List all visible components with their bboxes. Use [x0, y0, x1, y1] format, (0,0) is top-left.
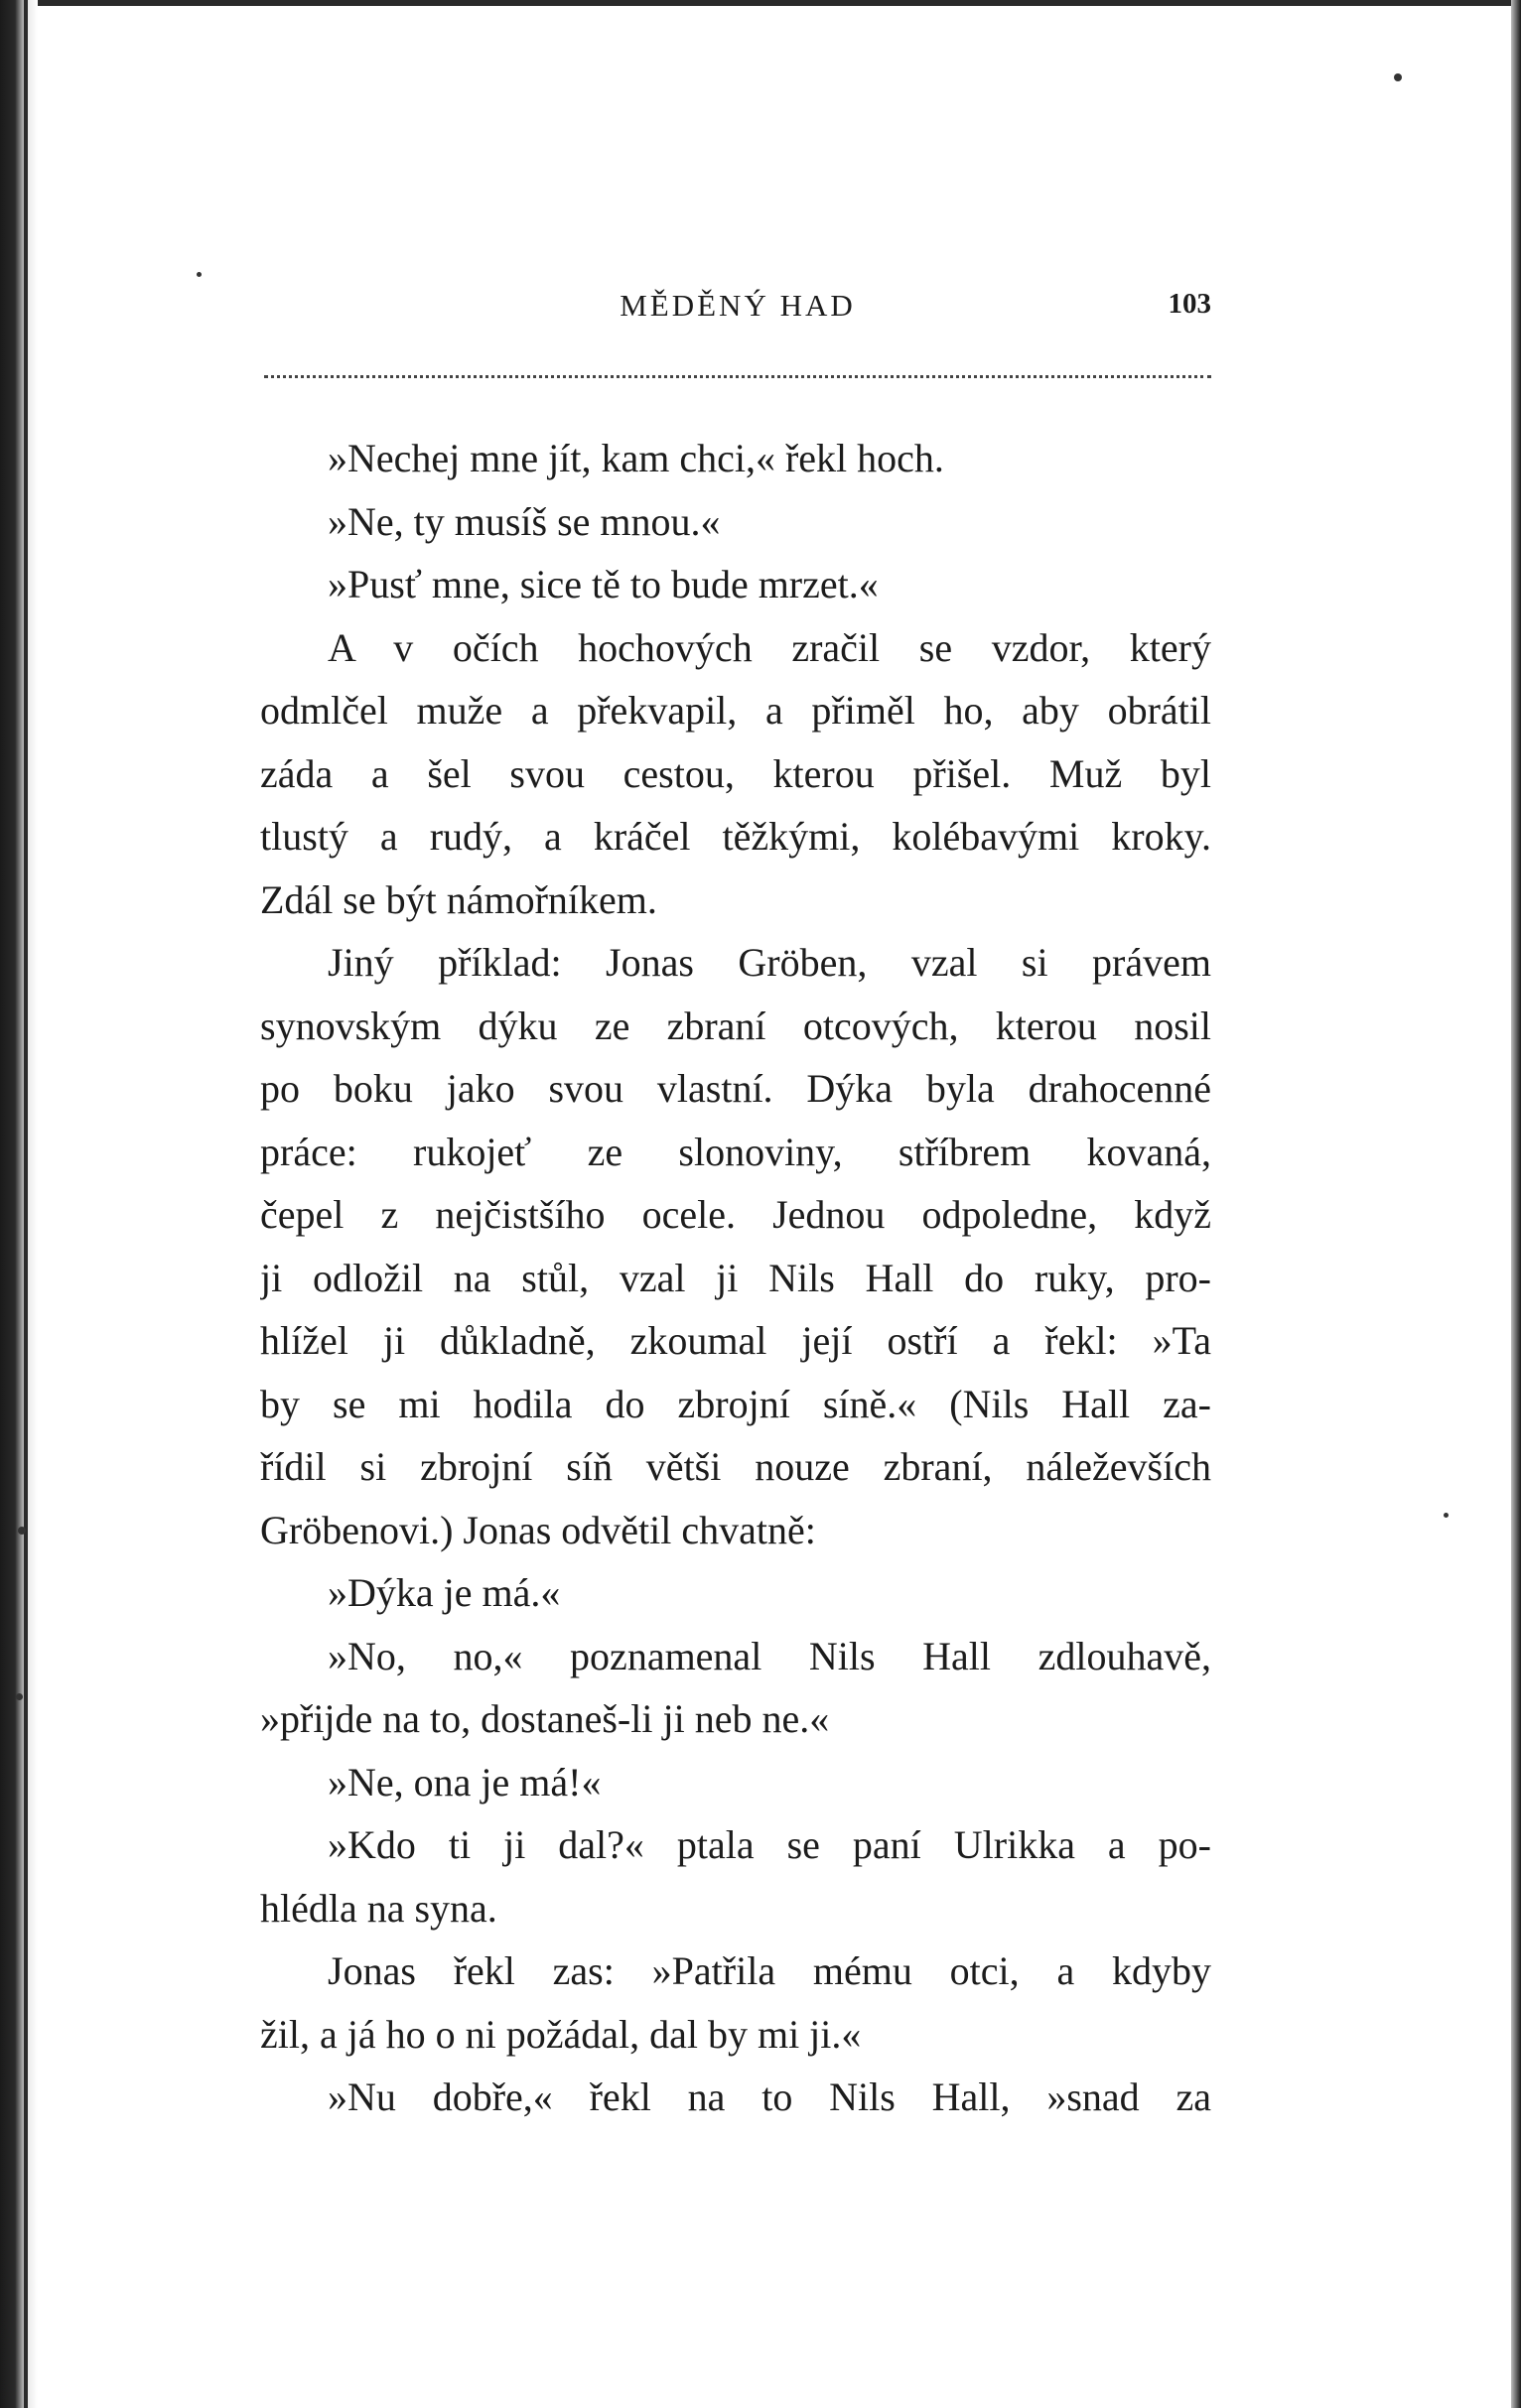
- body-text: [260, 427, 1211, 2129]
- text-line: »Nechej mne jít, kam chci,« řekl hoch.: [328, 436, 944, 480]
- text-line: Jonas řekl zas: »Patřila mému otci, a kdyby: [328, 1948, 1211, 1993]
- scan-edge-left: [0, 0, 38, 2408]
- text-line: »Ne, ty musíš se mnou.«: [328, 498, 721, 544]
- text-line: hlédla na syna.: [260, 1885, 497, 1931]
- page-header: [264, 288, 1211, 328]
- text-line: Jiný příklad: Jonas Gröben, vzal si právem: [328, 940, 1211, 985]
- text-line: »Dýka je má.«: [328, 1570, 561, 1615]
- text-line: po boku jako svou vlastní. Dýka byla drahocenné: [260, 1066, 1211, 1111]
- scan-speck: [1444, 1513, 1449, 1518]
- scan-speck: [197, 272, 202, 277]
- scan-edge-top: [0, 0, 1521, 6]
- text-line: »No, no,« poznamenal Nils Hall zdlouhavě,: [328, 1633, 1211, 1678]
- text-line: by se mi hodila do zbrojní síně.« (Nils Hall za-: [260, 1381, 1211, 1426]
- text-line: »Ne, ona je má!«: [328, 1759, 602, 1805]
- running-title: MĚDĚNÝ HAD: [620, 288, 856, 323]
- scan-speck: [1394, 73, 1402, 81]
- text-line: žil, a já ho o ni požádal, dal by mi ji.«: [260, 2011, 862, 2057]
- text-line: »Nu dobře,« řekl na to Nils Hall, »snad za: [328, 2074, 1211, 2119]
- page-number: 103: [1168, 288, 1211, 320]
- text-line: A v očích hochových zračil se vzdor, který: [328, 624, 1211, 670]
- text-line: »Kdo ti ji dal?« ptala se paní Ulrikka a po-: [328, 1822, 1211, 1867]
- text-line: Gröbenovi.) Jonas odvětil chvatně:: [260, 1507, 816, 1552]
- scan-speck: [18, 1527, 26, 1535]
- scan-edge-right: [1511, 0, 1521, 2408]
- text-line: hlížel ji důkladně, zkoumal její ostří a řekl: »Ta: [260, 1318, 1211, 1363]
- page-binding-line: [24, 0, 28, 2408]
- scan-speck: [16, 1693, 23, 1700]
- text-line: synovským dýku ze zbraní otcových, kterou nosil: [260, 1003, 1211, 1048]
- text-line: »přijde na to, dostaneš-li ji neb ne.«: [260, 1696, 830, 1741]
- text-line: ji odložil na stůl, vzal ji Nils Hall do ruky, pro-: [260, 1255, 1211, 1300]
- text-line: »Pusť mne, sice tě to bude mrzet.«: [328, 562, 879, 606]
- text-line: Zdál se být námořníkem.: [260, 876, 657, 922]
- text-line: záda a šel svou cestou, kterou přišel. Muž byl: [260, 750, 1211, 796]
- text-line: čepel z nejčistšího ocele. Jednou odpoledne, když: [260, 1192, 1211, 1237]
- text-line: tlustý a rudý, a kráčel těžkými, kolébavými kroky.: [260, 814, 1211, 859]
- text-line: odmlčel muže a překvapil, a přiměl ho, aby obrátil: [260, 688, 1211, 733]
- text-line: práce: rukojeť ze slonoviny, stříbrem kovaná,: [260, 1129, 1211, 1174]
- header-rule: [264, 375, 1211, 378]
- text-line: řídil si zbrojní síň větši nouze zbraní, náleževších: [260, 1444, 1211, 1489]
